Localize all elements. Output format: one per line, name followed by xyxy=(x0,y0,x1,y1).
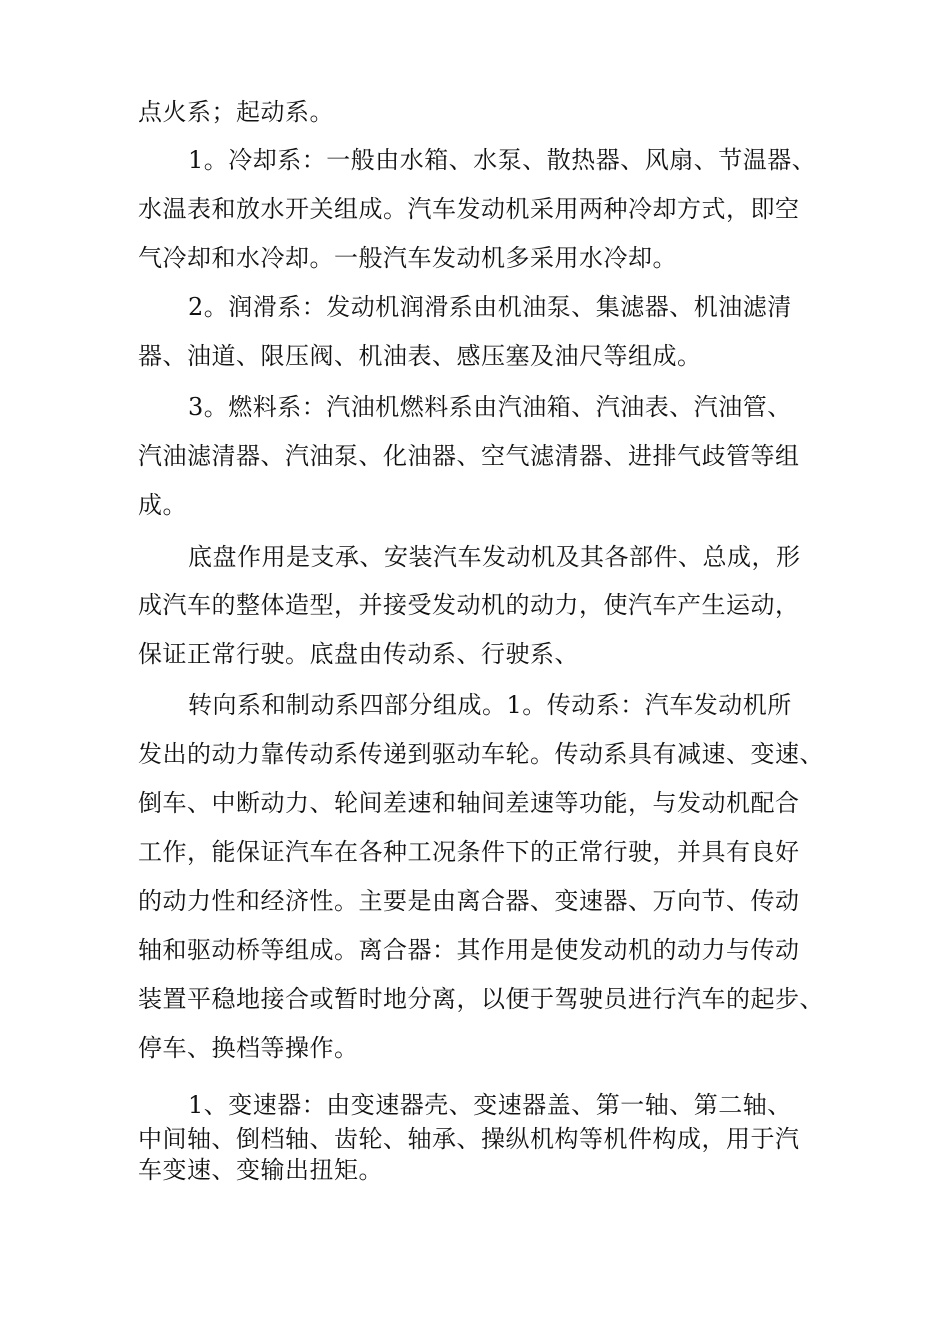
text-line: 2。润滑系：发动机润滑系由机油泵、集滤器、机油滤清 xyxy=(188,293,792,321)
text-line: 点火系；起动系。 xyxy=(138,98,334,126)
text-line: 保证正常行驶。底盘由传动系、行驶系、 xyxy=(138,640,579,668)
text-line: 成。 xyxy=(138,491,187,519)
text-line: 装置平稳地接合或暂时地分离，以便于驾驶员进行汽车的起步、 xyxy=(138,985,824,1013)
text-line: 车变速、变输出扭矩。 xyxy=(138,1156,383,1184)
text-line: 水温表和放水开关组成。汽车发动机采用两种冷却方式，即空 xyxy=(138,195,800,223)
text-line: 气冷却和水冷却。一般汽车发动机多采用水冷却。 xyxy=(138,244,677,272)
text-line: 3。燃料系：汽油机燃料系由汽油箱、汽油表、汽油管、 xyxy=(188,393,792,421)
text-line: 工作，能保证汽车在各种工况条件下的正常行驶，并具有良好 xyxy=(138,838,800,866)
text-line: 底盘作用是支承、安装汽车发动机及其各部件、总成，形 xyxy=(188,543,801,571)
text-line: 中间轴、倒档轴、齿轮、轴承、操纵机构等机件构成，用于汽 xyxy=(138,1125,800,1153)
text-line: 的动力性和经济性。主要是由离合器、变速器、万向节、传动 xyxy=(138,887,800,915)
text-line: 倒车、中断动力、轮间差速和轴间差速等功能，与发动机配合 xyxy=(138,789,800,817)
text-line: 转向系和制动系四部分组成。1。传动系：汽车发动机所 xyxy=(188,691,792,719)
text-line: 1、变速器：由变速器壳、变速器盖、第一轴、第二轴、 xyxy=(188,1091,792,1119)
text-line: 停车、换档等操作。 xyxy=(138,1034,359,1062)
text-line: 发出的动力靠传动系传递到驱动车轮。传动系具有减速、变速、 xyxy=(138,740,824,768)
text-line: 轴和驱动桥等组成。离合器：其作用是使发动机的动力与传动 xyxy=(138,936,800,964)
text-line: 汽油滤清器、汽油泵、化油器、空气滤清器、进排气歧管等组 xyxy=(138,442,800,470)
text-line: 器、油道、限压阀、机油表、感压塞及油尺等组成。 xyxy=(138,342,702,370)
text-line: 1。冷却系：一般由水箱、水泵、散热器、风扇、节温器、 xyxy=(188,146,817,174)
text-line: 成汽车的整体造型，并接受发动机的动力，使汽车产生运动， xyxy=(138,591,800,619)
